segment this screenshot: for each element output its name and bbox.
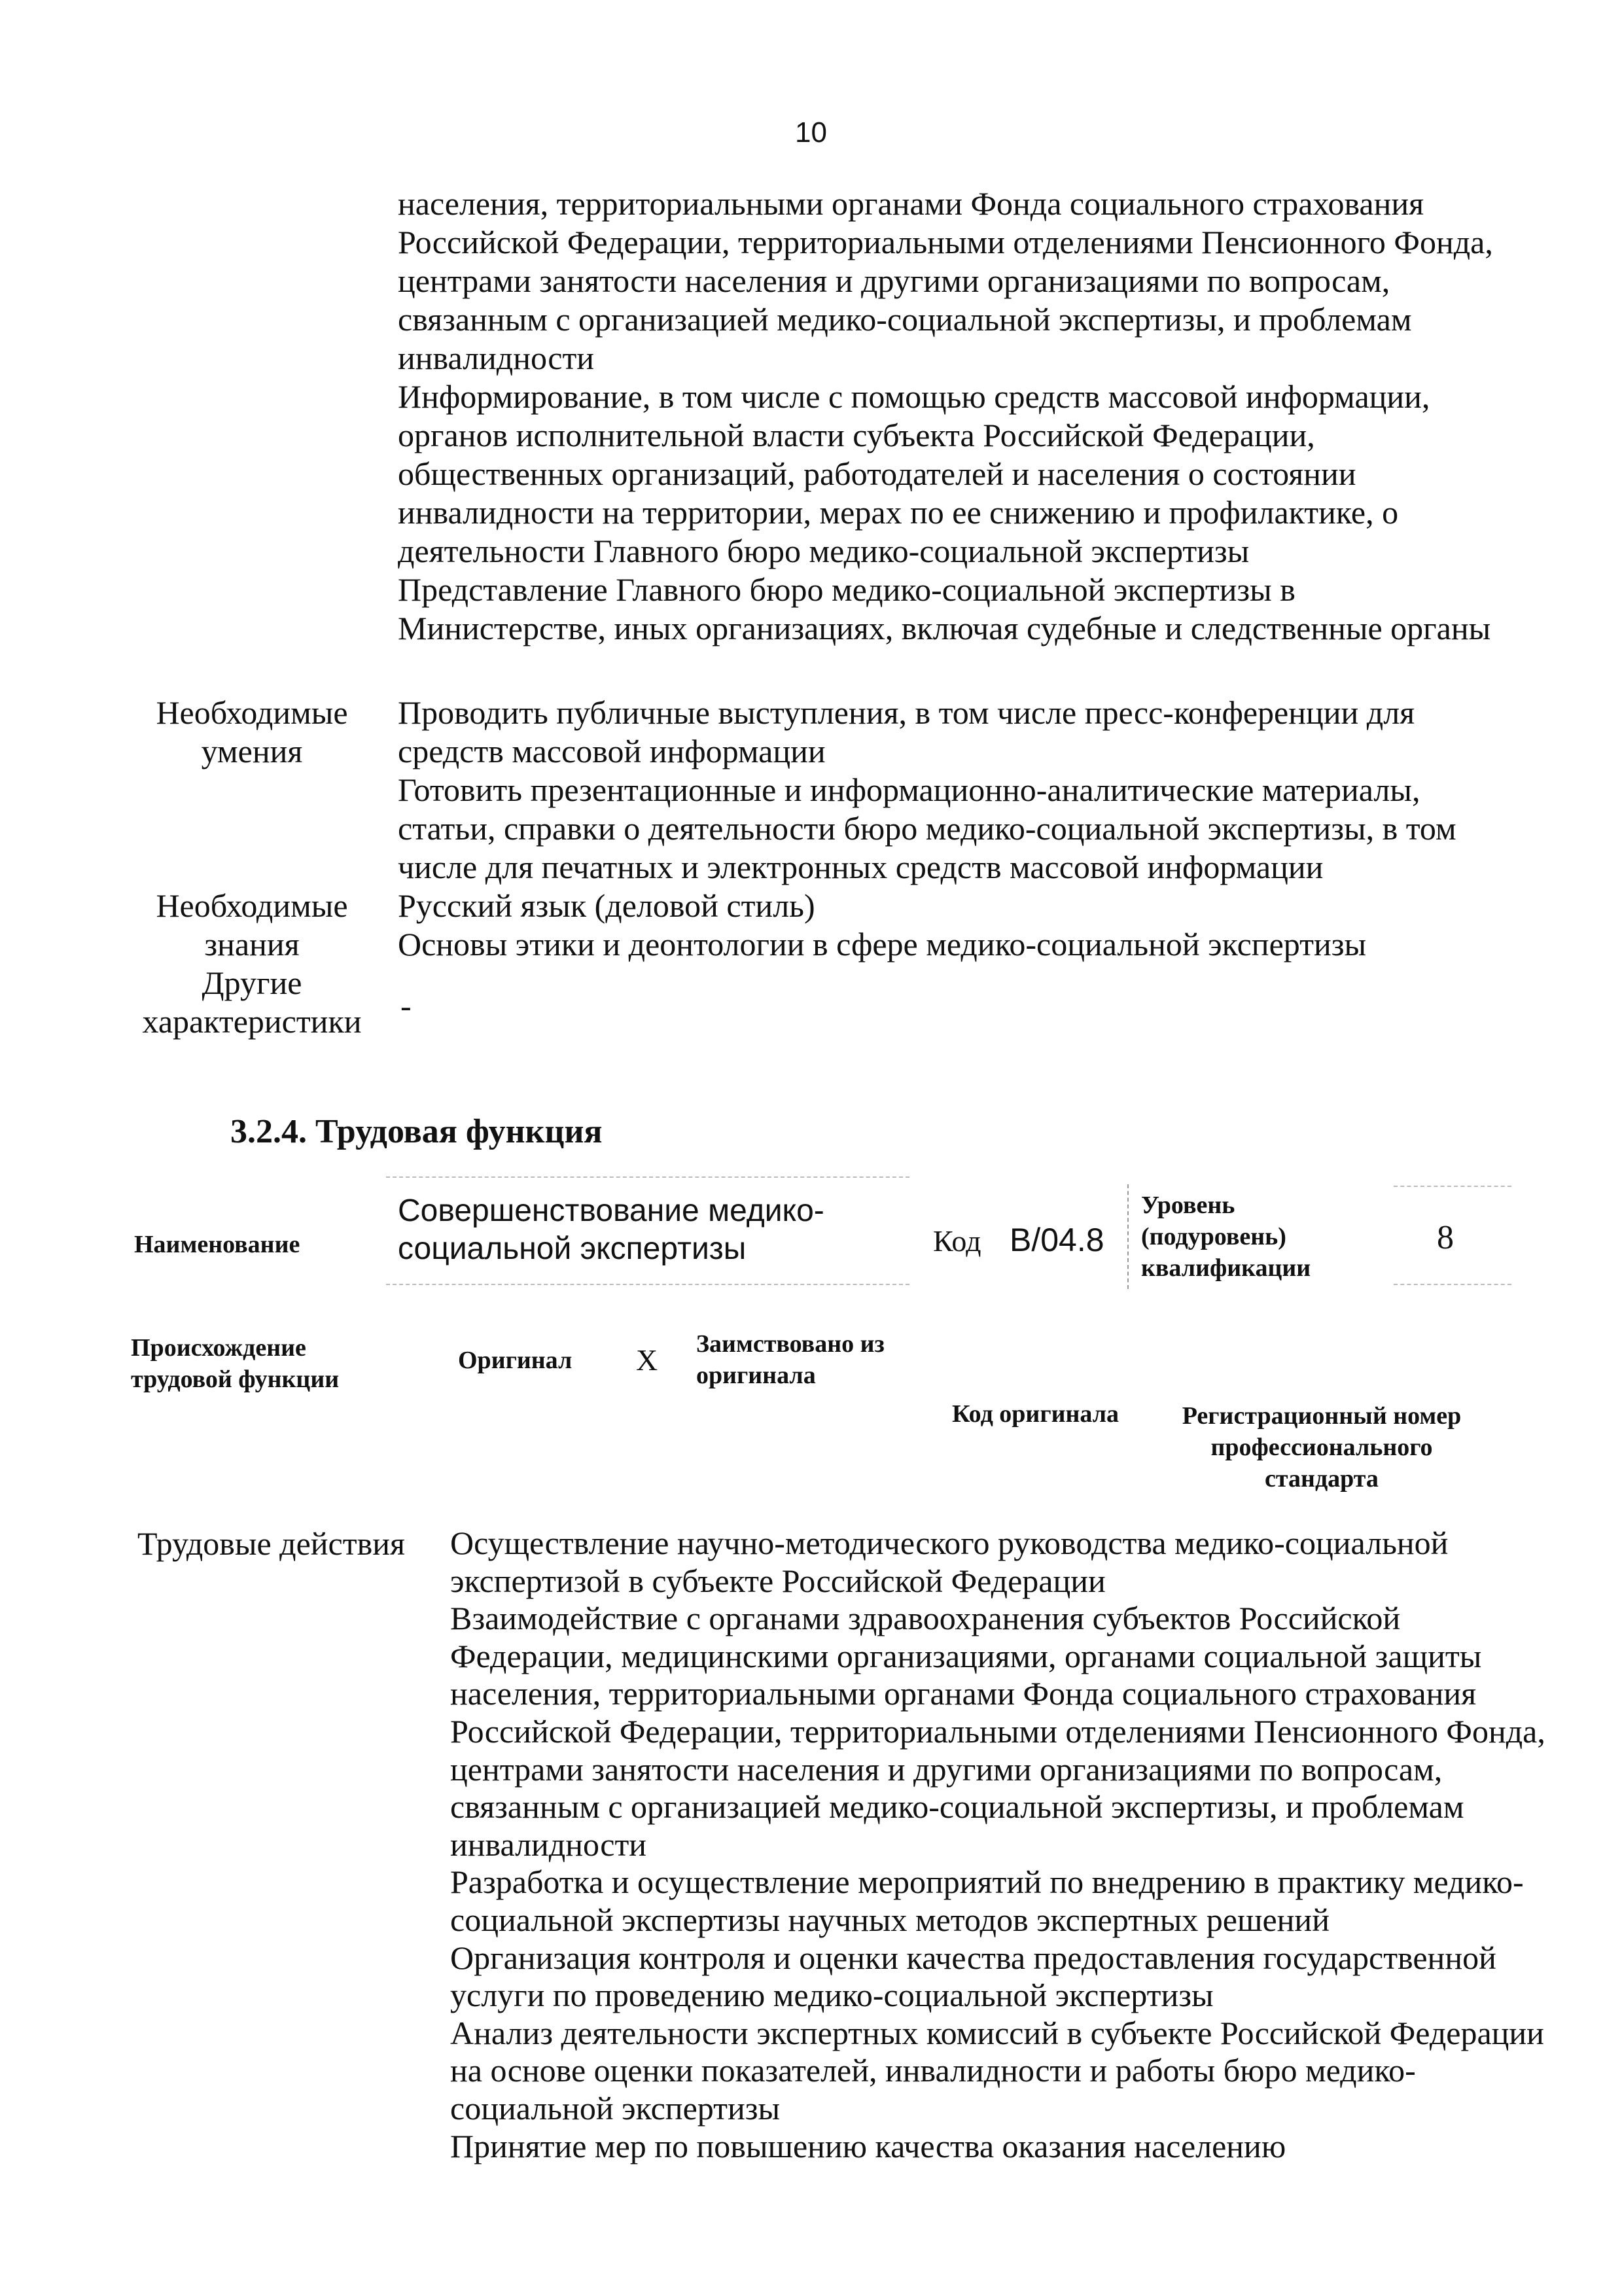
original-code-label: Код оригинала xyxy=(952,1400,1120,1428)
activity-text: населения, территориальными органами Фонда социального страхования Российской Федерации, территориальными отделениями Пенсионного Фонда, центрами занятости населения и другими организациями по вопросам, связанным с организацией медико-социальной экспертизы, и проблемам инвалидности xyxy=(398,185,1493,376)
code-label: Код xyxy=(933,1224,981,1258)
labor-actions-list xyxy=(450,1525,1549,2165)
level-box-top xyxy=(1394,1186,1511,1187)
knowledge-label: Необходимые знания xyxy=(156,887,348,963)
skills-label: Необходимые умения xyxy=(156,694,348,769)
labor-actions-label: Трудовые действия xyxy=(137,1525,405,1562)
activity-text: Информирование, в том числе с помощью средств массовой информации, органов исполнительной власти субъекта Российской Федерации, общественных организаций, работодателей и населения о состоянии инвалидности на территории, мерах по ее снижению и профилактике, о деятельности Главного бюро медико-социальной экспертизы xyxy=(398,378,1430,569)
level-box-bottom xyxy=(1394,1284,1511,1285)
labor-action-item: Разработка и осуществление мероприятий по внедрению в практику медико-социальной экспертизы научных методов экспертных решений xyxy=(450,1863,1524,1938)
original-label: Оригинал xyxy=(458,1347,573,1374)
labor-action-item: Организация контроля и оценки качества предоставления государственной услуги по проведению медико-социальной экспертизы xyxy=(450,1939,1496,2014)
other-characteristics-label: Другие характеристики xyxy=(142,964,362,1040)
name-box-top xyxy=(386,1176,909,1178)
knowledge-item: Русский язык (деловой стиль) xyxy=(398,887,815,924)
page-number: 10 xyxy=(795,116,827,149)
level-divider xyxy=(1127,1184,1129,1289)
borrowed-label: Заимствовано из оригинала xyxy=(696,1330,885,1389)
name-label: Наименование xyxy=(134,1231,300,1258)
activity-text: Представление Главного бюро медико-социальной экспертизы в Министерстве, иных организациях, включая судебные и следственные органы xyxy=(398,571,1491,646)
other-characteristics-value: - xyxy=(400,987,412,1024)
knowledge-item: Основы этики и деонтологии в сфере медико-социальной экспертизы xyxy=(398,926,1367,963)
labor-action-item: Взаимодействие с органами здравоохранения субъектов Российской Федерации, медицинскими организациями, органами социальной защиты населения, территориальными органами Фонда социального страхования Российской Федерации, территориальными отделениями Пенсионного Фонда, центрами занятости населения и другими организациями по вопросам, связанным с организацией медико-социальной экспертизы, и проблемам инвалидности xyxy=(450,1600,1545,1863)
skill-item: Готовить презентационные и информационно-аналитические материалы, статьи, справки о деятельности бюро медико-социальной экспертизы, в том числе для печатных и электронных средств массовой информации xyxy=(398,771,1456,885)
registration-number-label: Регистрационный номер профессионального стандарта xyxy=(1182,1402,1462,1492)
skill-item: Проводить публичные выступления, в том числе пресс-конференции для средств массовой информации xyxy=(398,694,1415,769)
knowledge-list xyxy=(398,887,1510,964)
labor-action-item: Принятие мер по повышению качества оказания населению xyxy=(450,2127,1286,2164)
level-label: Уровень (подуровень) квалификации xyxy=(1141,1192,1311,1282)
skills-list xyxy=(398,694,1510,887)
code-value: В/04.8 xyxy=(1010,1222,1104,1258)
labor-action-item: Анализ деятельности экспертных комиссий в субъекте Российской Федерации на основе оценки показателей, инвалидности и работы бюро медико-социальной экспертизы xyxy=(450,2014,1544,2127)
labor-action-item: Осуществление научно-методического руководства медико-социальной экспертизой в субъекте Российской Федерации xyxy=(450,1525,1449,1599)
activities-continued xyxy=(398,185,1510,648)
level-value: 8 xyxy=(1437,1219,1454,1256)
name-box-bottom xyxy=(386,1284,909,1285)
original-mark: Х xyxy=(636,1343,658,1377)
section-title: 3.2.4. Трудовая функция xyxy=(230,1113,603,1150)
function-name: Совершенствование медико- социальной экспертизы xyxy=(398,1193,824,1266)
origin-label: Происхождение трудовой функции xyxy=(131,1334,340,1393)
